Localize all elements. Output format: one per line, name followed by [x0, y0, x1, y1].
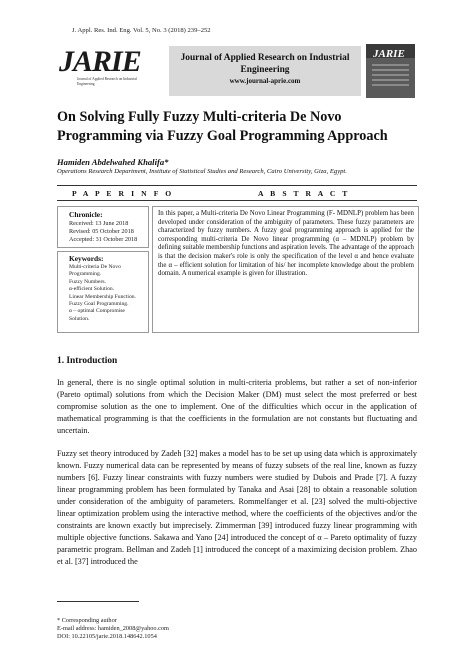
keyword-item: Multi-criteria De Novo	[69, 264, 121, 270]
cover-logo: JARIE	[373, 48, 405, 60]
keyword-item: Programming.	[69, 271, 102, 278]
journal-title: Journal of Applied Research on Industrial Engineering	[180, 53, 350, 75]
received-date: Received: 13 June 2018	[69, 220, 129, 227]
doi-link[interactable]: DOI: 10.22105/jarie.2018.148642.1054	[57, 633, 157, 640]
keyword-item: Fuzzy Numbers.	[69, 278, 106, 285]
keyword-item: Solution.	[69, 315, 90, 322]
abstract-text: In this paper, a Multi-criteria De Novo Linear Programming (F- MDNLP) problem has been developed under consideration of the ambiguity of parameters. These fuzzy parameters are characterized by fuzzy numbers. A fuzzy goal programming approach is applied for the corresponding multi-criteria De Novo linear programming (α – MDNLP) problem by defining suitable membership functions and aspiration levels. The advantage of the approach is that the decision maker's role is only the specification of the level α and hence evaluate the α – efficient solution for limitation of his/ her incomplete knowledge about the problem domain. A numerical example is given for illustration.	[158, 210, 414, 278]
chronicle-label: Chronicle:	[69, 210, 103, 219]
keyword-item: α – optimal Compromise	[69, 308, 125, 315]
accepted-date: Accepted: 31 October 2018	[69, 236, 138, 243]
abstract-box	[152, 206, 419, 333]
keywords-box	[57, 251, 149, 333]
paper-title: On Solving Fully Fuzzy Multi-criteria De Novo Programming via Fuzzy Goal Programming Approach	[57, 109, 388, 144]
jarie-logo-mark: JARIE	[59, 45, 141, 78]
intro-paragraph-2: Fuzzy set theory introduced by Zadeh [32] makes a model has to be set up using data which is approximately known. Fuzzy numerical data can be represented by means of fuzzy subsets of the real line, known as fuzzy numbers [6]. Fuzzy linear constraints with fuzzy numbers were studied by Dubois and Prade [7]. A fuzzy linear programming problem has been formulated by Tanaka and Asai [28] to obtain a reasonable solution under consideration of the ambiguity of parameters. Rommelfanger et al. [23] solved the multi-objective linear optimization problem using the interactive method, where the coefficients of the objectives and/or the constraints are known exactly but imprecisely. Zimmerman [39] introduced fuzzy linear programming with multiple objective functions. Sakawa and Yano [24] introduced the concept of α – Pareto optimality of fuzzy parametric program. Bellman and Zadeh [1] introduced the concept of a maximizing decision problem. Zhao et al. [37] introduced the	[57, 449, 417, 566]
paper-info-heading: P A P E R I N F O	[72, 189, 174, 198]
corresponding-author-note: * Corresponding author	[57, 617, 117, 624]
revised-date: Revised: 05 October 2018	[69, 228, 134, 235]
journal-cover-image	[366, 44, 415, 98]
author-email[interactable]: E-mail address: hamiden_2008@yahoo.com	[57, 625, 169, 632]
keyword-item: Linear Membership Function.	[69, 293, 136, 300]
header-rule-bottom	[57, 200, 417, 201]
author-affiliation: Operations Research Department, Institute of Statistical Studies and Research, Cairo University, Giza, Egypt.	[57, 168, 347, 175]
journal-name-box	[169, 46, 361, 96]
header-rule-top	[57, 185, 417, 186]
journal-banner	[57, 44, 417, 98]
intro-paragraph-1: In general, there is no single optimal solution in multi-criteria problems, but rather a set of non-inferior (Pareto optimal) solutions from which the Decision Maker (DM) must select the most preferred or best compromise solution as the one to implement. One of the difficulties which occur in the application of mathematical programming is that the coefficients in the formulation are not constants but fluctuating and uncertain.	[57, 378, 417, 435]
author-name: Hamiden Abdelwahed Khalifa*	[57, 157, 169, 167]
section-heading-introduction: 1. Introduction	[57, 356, 118, 366]
chronicle-box	[57, 206, 149, 248]
journal-citation: J. Appl. Res. Ind. Eng. Vol. 5, No. 3 (2018) 239–252	[72, 27, 211, 34]
jarie-logo	[59, 47, 153, 95]
journal-url[interactable]: www.journal-aprie.com	[229, 77, 301, 85]
keyword-item: Fuzzy Goal Programming.	[69, 301, 129, 308]
keywords-list	[69, 264, 136, 323]
abstract-heading: A B S T R A C T	[258, 189, 350, 198]
keyword-item: α-efficient Solution.	[69, 286, 115, 293]
jarie-logo-tagline: Journal of Applied Research on Industrial Engineering	[77, 77, 137, 86]
footnote-rule	[57, 601, 139, 602]
keywords-label: Keywords:	[69, 254, 104, 263]
